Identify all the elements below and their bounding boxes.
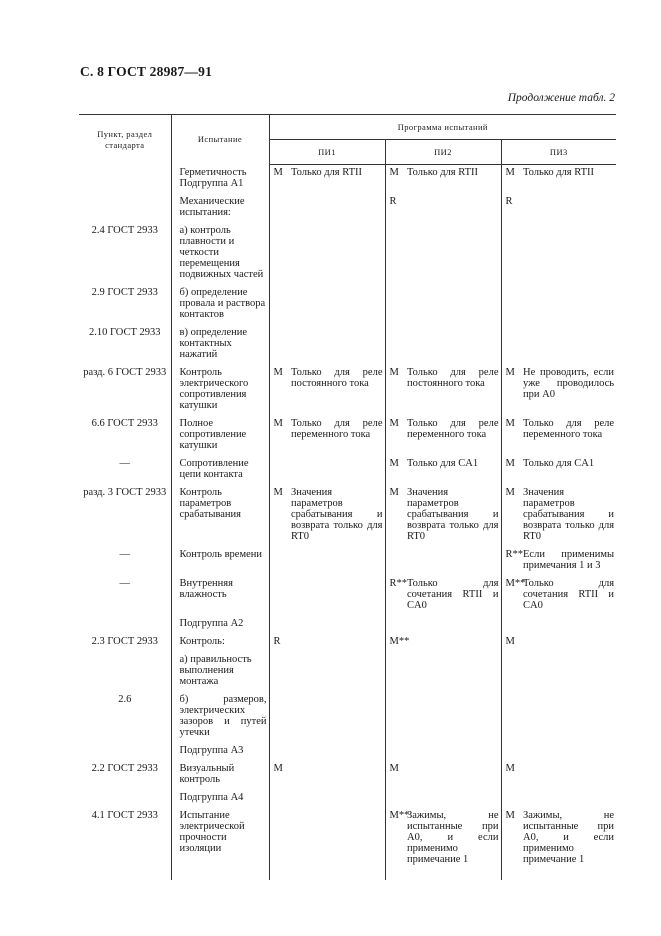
pi1-mark <box>269 790 287 808</box>
pi3-note <box>519 743 616 761</box>
table-row <box>79 634 616 652</box>
pi2-note: Только для CA1 <box>407 457 479 469</box>
pi2-mark <box>385 547 403 576</box>
pi3-note <box>519 194 616 223</box>
pi2-mark: R <box>385 194 403 223</box>
section-cell: 6.6 ГОСТ 2933 <box>91 417 158 429</box>
section-cell: 2.10 ГОСТ 2933 <box>88 326 161 338</box>
table-row <box>79 485 616 547</box>
table-row <box>79 285 616 325</box>
test-cell: Полное сопротивление катушки <box>171 416 269 456</box>
pi2-mark: M** <box>385 808 403 870</box>
pi3-note: Значения параметров срабатывания и возврата только для RT0 <box>523 486 615 542</box>
test-cell: Контроль электрического сопротивления катушки <box>171 365 269 416</box>
pi2-mark: R** <box>385 576 403 616</box>
test-cell: Герметичность Подгруппа А1 <box>171 165 269 194</box>
pi2-mark <box>385 743 403 761</box>
table-row <box>79 790 616 808</box>
pi1-note <box>287 456 385 485</box>
table-row <box>79 456 616 485</box>
column-header-program: Программа испытаний <box>269 115 616 140</box>
pi3-mark <box>501 223 519 285</box>
pi3-note: Если применимы примечания 1 и 3 <box>523 548 615 571</box>
section-cell <box>79 194 171 223</box>
pi1-mark: М <box>269 485 287 547</box>
pi1-note <box>287 634 385 652</box>
column-header-pi1: ПИ1 <box>269 140 385 165</box>
section-cell: 2.6 <box>118 693 132 705</box>
subgroup-title: Подгруппа А4 <box>171 790 269 808</box>
table-row <box>79 808 616 870</box>
pi2-mark <box>385 616 403 634</box>
test-cell: а) контроль плавности и четкости перемещения подвижных частей <box>171 223 269 285</box>
test-cell: а) правильность выполнения монтажа <box>171 652 269 692</box>
section-cell: 2.4 ГОСТ 2933 <box>91 224 158 236</box>
column-header-section: Пункт, раздел стандарта <box>79 115 171 165</box>
pi2-note: Только для RTII <box>407 167 479 178</box>
pi2-note <box>403 652 501 692</box>
pi3-note <box>519 692 616 743</box>
pi2-mark: M** <box>385 634 403 652</box>
section-cell: — <box>119 548 130 560</box>
table-row <box>79 365 616 416</box>
pi2-mark <box>385 325 403 365</box>
section-cell: 4.1 ГОСТ 2933 <box>91 809 158 821</box>
pi1-mark <box>269 456 287 485</box>
pi1-mark <box>269 285 287 325</box>
pi3-mark: М <box>501 485 519 547</box>
pi2-note <box>403 743 501 761</box>
pi1-note <box>287 652 385 692</box>
pi1-mark: М <box>269 416 287 456</box>
pi3-note <box>519 616 616 634</box>
pi1-note <box>287 576 385 616</box>
pi3-mark <box>501 325 519 365</box>
pi1-note <box>287 790 385 808</box>
test-cell: Контроль: <box>171 634 269 652</box>
test-cell: в) определение контактных нажатий <box>171 325 269 365</box>
pi1-note <box>287 808 385 870</box>
pi3-mark <box>501 285 519 325</box>
table-row <box>79 547 616 576</box>
pi2-note <box>403 325 501 365</box>
column-header-test: Испытание <box>171 115 269 165</box>
pi3-mark: М <box>501 165 519 194</box>
section-cell: 2.9 ГОСТ 2933 <box>91 286 158 298</box>
pi1-note <box>287 616 385 634</box>
test-cell: Визуальный контроль <box>171 761 269 790</box>
pi3-mark <box>501 616 519 634</box>
pi2-mark: М <box>385 416 403 456</box>
pi3-note: Только для CA1 <box>523 457 595 469</box>
pi1-note <box>287 692 385 743</box>
pi1-note: Значения параметров срабатывания и возврата только для RT0 <box>291 486 383 542</box>
test-cell: Испытание электрической прочности изоляции <box>171 808 269 870</box>
pi2-note <box>403 223 501 285</box>
pi3-note <box>519 285 616 325</box>
pi2-note <box>403 285 501 325</box>
pi1-mark <box>269 547 287 576</box>
test-cell: Контроль параметров срабатывания <box>171 485 269 547</box>
pi3-mark <box>501 790 519 808</box>
pi1-note: Только для реле переменного тока <box>291 417 383 440</box>
pi1-note <box>287 743 385 761</box>
pi2-note: Только для реле переменного тока <box>407 417 499 440</box>
pi2-note: Значения параметров срабатывания и возврата только для RT0 <box>407 486 499 542</box>
pi1-mark <box>269 743 287 761</box>
table-row <box>79 576 616 616</box>
pi3-note: Только для реле переменного тока <box>523 417 615 440</box>
pi3-mark: М <box>501 416 519 456</box>
pi1-mark: М <box>269 165 287 194</box>
pi3-note: Зажимы, не испытанные при А0, и если применимо примечание 1 <box>523 809 615 865</box>
section-cell <box>79 165 171 194</box>
pi3-note: Только для сочетания RTII и CA0 <box>523 577 615 611</box>
pi3-note: Только для RTII <box>523 167 595 178</box>
pi1-note <box>287 325 385 365</box>
pi1-note: Только для реле постоянного тока <box>291 366 383 389</box>
pi2-note: Только для реле постоянного тока <box>407 366 499 389</box>
pi2-mark <box>385 652 403 692</box>
section-cell: 2.3 ГОСТ 2933 <box>91 635 158 647</box>
pi1-mark: М <box>269 365 287 416</box>
pi2-note <box>403 547 501 576</box>
pi2-note <box>403 634 501 652</box>
table-continuation-caption: Продолжение табл. 2 <box>507 92 615 104</box>
pi1-note <box>287 547 385 576</box>
pi1-mark <box>269 576 287 616</box>
section-cell: — <box>119 457 130 469</box>
pi1-note <box>287 285 385 325</box>
table-row <box>79 223 616 285</box>
pi3-mark: М <box>501 761 519 790</box>
table-row <box>79 325 616 365</box>
pi3-note <box>519 761 616 790</box>
section-cell: разд. 6 ГОСТ 2933 <box>83 366 167 378</box>
test-cell: Механические испытания: <box>171 194 269 223</box>
section-cell: разд. 3 ГОСТ 2933 <box>83 486 167 498</box>
pi2-note: Зажимы, не испытанные при А0, и если применимо примечание 1 <box>407 809 499 865</box>
test-cell: Сопротивление цепи контакта <box>171 456 269 485</box>
table-bottom-spacer <box>79 870 616 880</box>
pi3-mark: М <box>501 808 519 870</box>
pi2-note <box>403 616 501 634</box>
pi2-note <box>403 194 501 223</box>
pi3-note <box>519 223 616 285</box>
table-row <box>79 616 616 634</box>
pi2-mark <box>385 790 403 808</box>
pi2-mark <box>385 223 403 285</box>
pi1-mark <box>269 325 287 365</box>
subgroup-title: Подгруппа А2 <box>171 616 269 634</box>
table-row <box>79 416 616 456</box>
table-row <box>79 165 616 194</box>
section-cell <box>79 743 171 761</box>
pi3-mark: M** <box>501 576 519 616</box>
pi3-note <box>519 634 616 652</box>
test-cell: б) определение провала и раствора контактов <box>171 285 269 325</box>
pi3-mark: М <box>501 634 519 652</box>
pi3-mark <box>501 743 519 761</box>
pi1-mark <box>269 808 287 870</box>
pi1-mark: М <box>269 761 287 790</box>
test-cell: Внутренняя влажность <box>171 576 269 616</box>
test-program-table <box>79 114 616 880</box>
table-row <box>79 692 616 743</box>
pi3-mark: М <box>501 365 519 416</box>
pi2-note: Только для сочетания RTII и CA0 <box>407 577 499 611</box>
pi2-mark <box>385 692 403 743</box>
test-cell: б) размеров, электрических зазоров и путей утечки <box>171 692 269 743</box>
table-row <box>79 743 616 761</box>
pi2-note <box>403 692 501 743</box>
table-row <box>79 761 616 790</box>
pi3-note: Не проводить, если уже проводилось при А0 <box>523 366 615 400</box>
pi1-mark <box>269 652 287 692</box>
pi1-mark <box>269 616 287 634</box>
pi3-mark: R** <box>501 547 519 576</box>
pi1-note <box>287 223 385 285</box>
pi1-note: Только для RTII <box>291 167 363 178</box>
page-header: С. 8 ГОСТ 28987—91 <box>80 64 213 79</box>
section-cell: 2.2 ГОСТ 2933 <box>91 762 158 774</box>
pi2-mark: М <box>385 165 403 194</box>
section-cell <box>79 616 171 634</box>
section-cell: — <box>119 577 130 589</box>
pi3-mark <box>501 652 519 692</box>
pi3-note <box>519 652 616 692</box>
pi1-mark <box>269 194 287 223</box>
section-cell <box>79 790 171 808</box>
pi3-mark <box>501 692 519 743</box>
pi1-mark <box>269 223 287 285</box>
pi2-mark <box>385 285 403 325</box>
pi1-mark: R <box>269 634 287 652</box>
pi2-note <box>403 790 501 808</box>
subgroup-title: Подгруппа А3 <box>171 743 269 761</box>
test-cell: Контроль времени <box>171 547 269 576</box>
pi3-note <box>519 325 616 365</box>
table-row <box>79 194 616 223</box>
pi1-note <box>287 194 385 223</box>
table-row <box>79 652 616 692</box>
pi3-note <box>519 790 616 808</box>
pi1-mark <box>269 692 287 743</box>
section-cell <box>79 652 171 692</box>
pi2-mark: М <box>385 761 403 790</box>
pi2-note <box>403 761 501 790</box>
pi1-note <box>287 761 385 790</box>
pi2-mark: М <box>385 485 403 547</box>
pi2-mark: М <box>385 365 403 416</box>
column-header-pi3: ПИ3 <box>501 140 616 165</box>
pi3-mark: М <box>501 456 519 485</box>
column-header-pi2: ПИ2 <box>385 140 501 165</box>
pi2-mark: М <box>385 456 403 485</box>
pi3-mark: R <box>501 194 519 223</box>
